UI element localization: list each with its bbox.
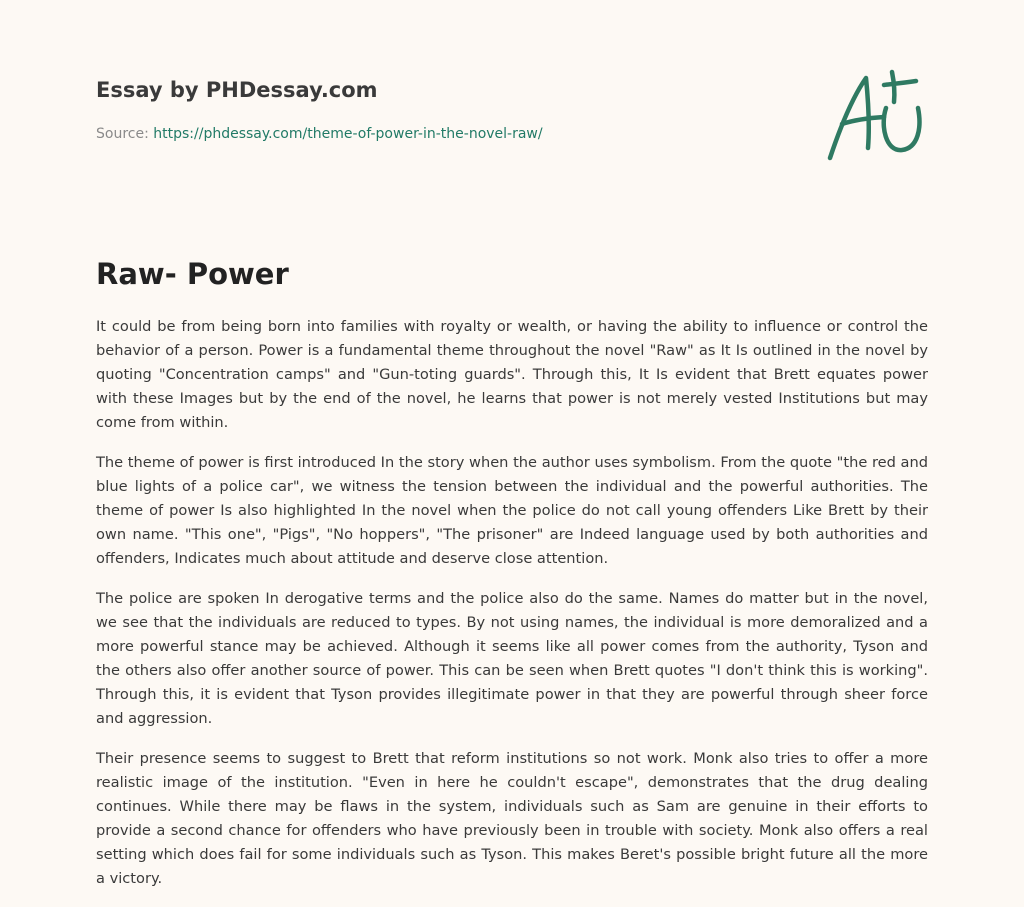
source-link[interactable]: https://phdessay.com/theme-of-power-in-the-novel-raw/	[153, 126, 543, 142]
essay-title: Raw- Power	[96, 257, 289, 291]
essay-paragraph: The police are spoken In derogative terms and the police also do the same. Names do matter but in the novel, we see that the individuals are reduced to types. By not using names, the individual is more demoralized and a more powerful stance may be achieved. Although it seems like all power comes from the authority, Tyson and the others also offer another source of power. This can be seen when Brett quotes "I don't think this is working". Through this, it is evident that Tyson provides illegitimate power in that they are powerful through sheer force and aggression.	[96, 590, 928, 727]
source-line	[96, 124, 796, 144]
a-plus-logo-icon	[822, 68, 928, 164]
essay-paragraph: Their presence seems to suggest to Brett that reform institutions so not work. Monk also tries to offer a more realistic image of the institution. "Even in here he couldn't escape", demonstrates that the drug dealing continues. While there may be flaws in the system, individuals such as Sam are genuine in their efforts to provide a second chance for offenders who have previously been in trouble with society. Monk also offers a real setting which does fail for some individuals such as Tyson. This makes Beret's possible bright future all the more a victory.	[96, 750, 928, 887]
site-title: Essay by PHDessay.com	[96, 78, 378, 102]
essay-paragraph: The theme of power is first introduced In the story when the author uses symbolism. From the quote "the red and blue lights of a police car", we witness the tension between the individual and the powerful authorities. The theme of power Is also highlighted In the novel when the police do not call young offenders Like Brett by their own name. "This one", "Pigs", "No hoppers", "The prisoner" are Indeed language used by both authorities and offenders, Indicates much about attitude and deserve close attention.	[96, 454, 928, 567]
source-label: Source:	[96, 126, 149, 142]
page-header	[96, 76, 796, 144]
essay-paragraph: It could be from being born into families with royalty or wealth, or having the ability to influence or control the behavior of a person. Power is a fundamental theme throughout the novel "Raw" as It Is outlined in the novel by quoting "Concentration camps" and "Gun-toting guards". Through this, It Is evident that Brett equates power with these Images but by the end of the novel, he learns that power is not merely vested Institutions but may come from within.	[96, 318, 928, 431]
essay-content	[96, 315, 928, 907]
